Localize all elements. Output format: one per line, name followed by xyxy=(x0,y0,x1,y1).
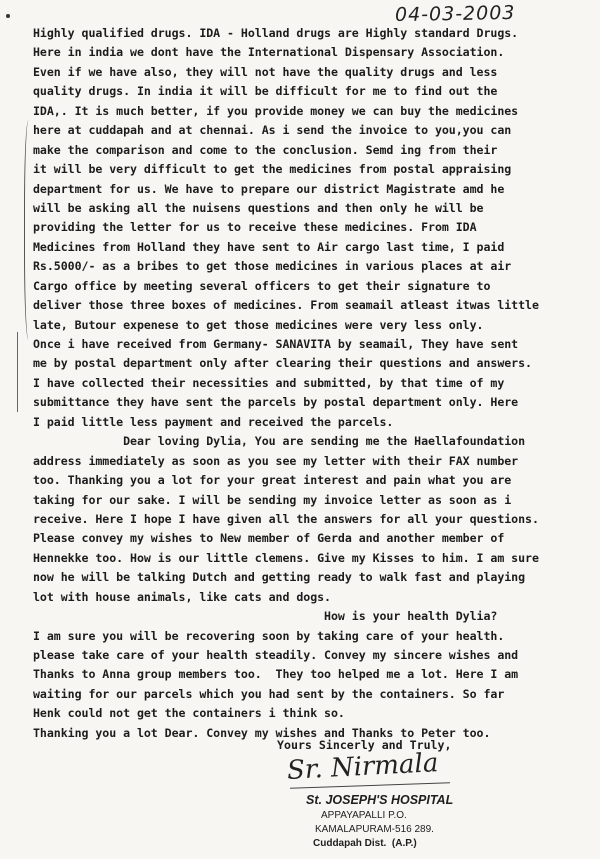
letter-line: here at cuddapah and at chennai. As i send the invoice to you,you can xyxy=(33,123,512,138)
letter-body xyxy=(33,24,593,743)
stamp-post-office: APPAYAPALLI P.O. xyxy=(321,810,407,821)
handwritten-signature: Sr. Nirmala xyxy=(286,748,440,786)
letter-line: Highly qualified drugs. IDA - Holland drugs are Highly standard Drugs. xyxy=(33,26,519,40)
letter-line: How is your health Dylia? xyxy=(33,609,498,624)
letter-line: I am sure you will be recovering soon by taking care of your health. xyxy=(33,628,505,643)
letter-line: receive. Here I hope I have given all the answers for all your questions. xyxy=(33,511,539,526)
letter-line: Henk could not get the containers i think so. xyxy=(33,706,345,721)
letter-line: now he will be talking Dutch and getting ready to walk fast and playing xyxy=(33,570,526,585)
letter-line: will be asking all the nuisens questions and then only he will be xyxy=(33,200,484,215)
letter-line: Medicines from Holland they have sent to Air cargo last time, I paid xyxy=(33,239,505,254)
letter-line: late, Butour expenese to get those medicines were very less only. xyxy=(33,317,484,332)
letter-line: Even if we have also, they will not have the quality drugs and less xyxy=(33,64,498,79)
letter-line: too. Thanking you a lot for your great interest and pain what you are xyxy=(33,473,512,488)
letter-line: waiting for our parcels which you had sent by the containers. So far xyxy=(33,686,505,701)
letter-line: lot with house animals, like cats and dogs. xyxy=(33,589,331,604)
letter-line: Rs.5000/- as a bribes to get those medicines in various places at air xyxy=(33,259,512,274)
letter-line: Please convey my wishes to New member of Gerda and another member of xyxy=(33,531,505,546)
letter-line: Dear loving Dylia, You are sending me the Haellafoundation xyxy=(33,434,526,449)
letter-line: deliver those three boxes of medicines. From seamail atleast itwas little xyxy=(33,298,539,313)
letter-line: Here in india we dont have the International Dispensary Association. xyxy=(33,45,505,60)
letter-line: department for us. We have to prepare our district Magistrate amd he xyxy=(33,181,505,196)
letter-line: it will be very difficult to get the medicines from postal appraising xyxy=(33,162,512,177)
stamp-district: Cuddapah Dist. (A.P.) xyxy=(313,838,417,849)
letter-line: submittance they have sent the parcels by postal department only. Here xyxy=(33,395,519,410)
letter-line: providing the letter for us to receive these medicines. From IDA xyxy=(33,220,477,235)
closing-salutation: Yours Sincerly and Truly, xyxy=(277,738,452,752)
letter-line: IDA,. It is much better, if you provide money we can buy the medicines xyxy=(33,103,519,118)
margin-dot xyxy=(6,14,10,18)
margin-bracket-mark-lower xyxy=(17,332,28,412)
letter-line: please take care of your health steadily. Convey my sincere wishes and xyxy=(33,648,519,662)
stamp-hospital-name: St. JOSEPH'S HOSPITAL xyxy=(306,793,454,807)
letter-line: quality drugs. In india it will be difficult for me to find out the xyxy=(33,84,498,99)
handwritten-date: 04-03-2003 xyxy=(394,1,516,27)
stamp-town: KAMALAPURAM-516 289. xyxy=(315,824,434,835)
letter-line: Once i have received from Germany- SANAVITA by seamail, They have sent xyxy=(33,337,519,351)
letter-line: me by postal department only after clearing their questions and answers. xyxy=(33,356,532,371)
letter-line: Thanks to Anna group members too. They too helped me a lot. Here I am xyxy=(33,667,519,682)
letter-line: Thanking you a lot Dear. Convey my wishes and Thanks to Peter too. xyxy=(33,725,491,740)
letter-line: taking for our sake. I will be sending my invoice letter as soon as i xyxy=(33,492,512,507)
letter-line: Hennekke too. How is our little clemens. Give my Kisses to him. I am sure xyxy=(33,550,539,565)
letter-line: make the comparison and come to the conclusion. Semd ing from their xyxy=(33,142,498,157)
letter-line: address immediately as soon as you see my letter with their FAX number xyxy=(33,453,519,468)
letter-line: I have collected their necessities and submitted, by that time of my xyxy=(33,375,505,390)
letter-line: I paid little less payment and received the parcels. xyxy=(33,414,394,429)
letter-line: Cargo office by meeting several officers to get their signature to xyxy=(33,278,491,293)
